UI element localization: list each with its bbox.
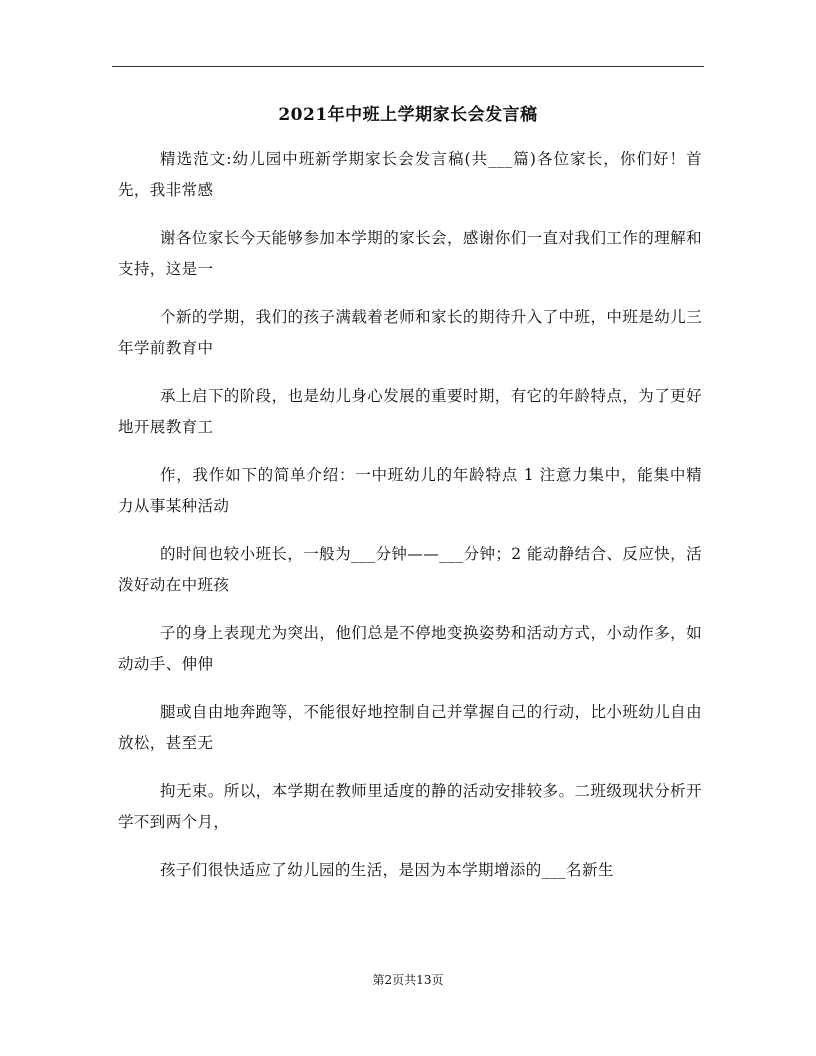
paragraph: 谢各位家长今天能够参加本学期的家长会，感谢你们一直对我们工作的理解和支持，这是一 bbox=[118, 229, 702, 278]
header-rule bbox=[112, 66, 704, 67]
page-number: 第2页共13页 bbox=[372, 973, 444, 987]
paragraph: 孩子们很快适应了幼儿园的生活，是因为本学期增添的___名新生 bbox=[160, 861, 614, 879]
paragraph: 作，我作如下的简单介绍：一中班幼儿的年龄特点 1 注意力集中，能集中精力从事某种活动 bbox=[118, 466, 702, 515]
paragraph: 精选范文:幼儿园中班新学期家长会发言稿(共___篇)各位家长，你们好！首先，我非常感 bbox=[118, 150, 702, 199]
document-body bbox=[118, 144, 702, 903]
paragraph: 的时间也较小班长，一般为___分钟——___分钟；2 能动静结合、反应快，活泼好动在中班孩 bbox=[118, 545, 702, 594]
paragraph: 腿或自由地奔跑等，不能很好地控制自己并掌握自己的行动，比小班幼儿自由放松，甚至无 bbox=[118, 703, 702, 752]
paragraph: 子的身上表现尤为突出，他们总是不停地变换姿势和活动方式，小动作多，如动动手、伸伸 bbox=[118, 624, 702, 673]
paragraph: 个新的学期，我们的孩子满载着老师和家长的期待升入了中班，中班是幼儿三年学前教育中 bbox=[118, 308, 702, 357]
page-title: 2021年中班上学期家长会发言稿 bbox=[278, 105, 538, 125]
paragraph: 承上启下的阶段，也是幼儿身心发展的重要时期，有它的年龄特点，为了更好地开展教育工 bbox=[118, 387, 702, 436]
paragraph: 拘无束。所以，本学期在教师里适度的静的活动安排较多。二班级现状分析开学不到两个月， bbox=[118, 782, 702, 831]
